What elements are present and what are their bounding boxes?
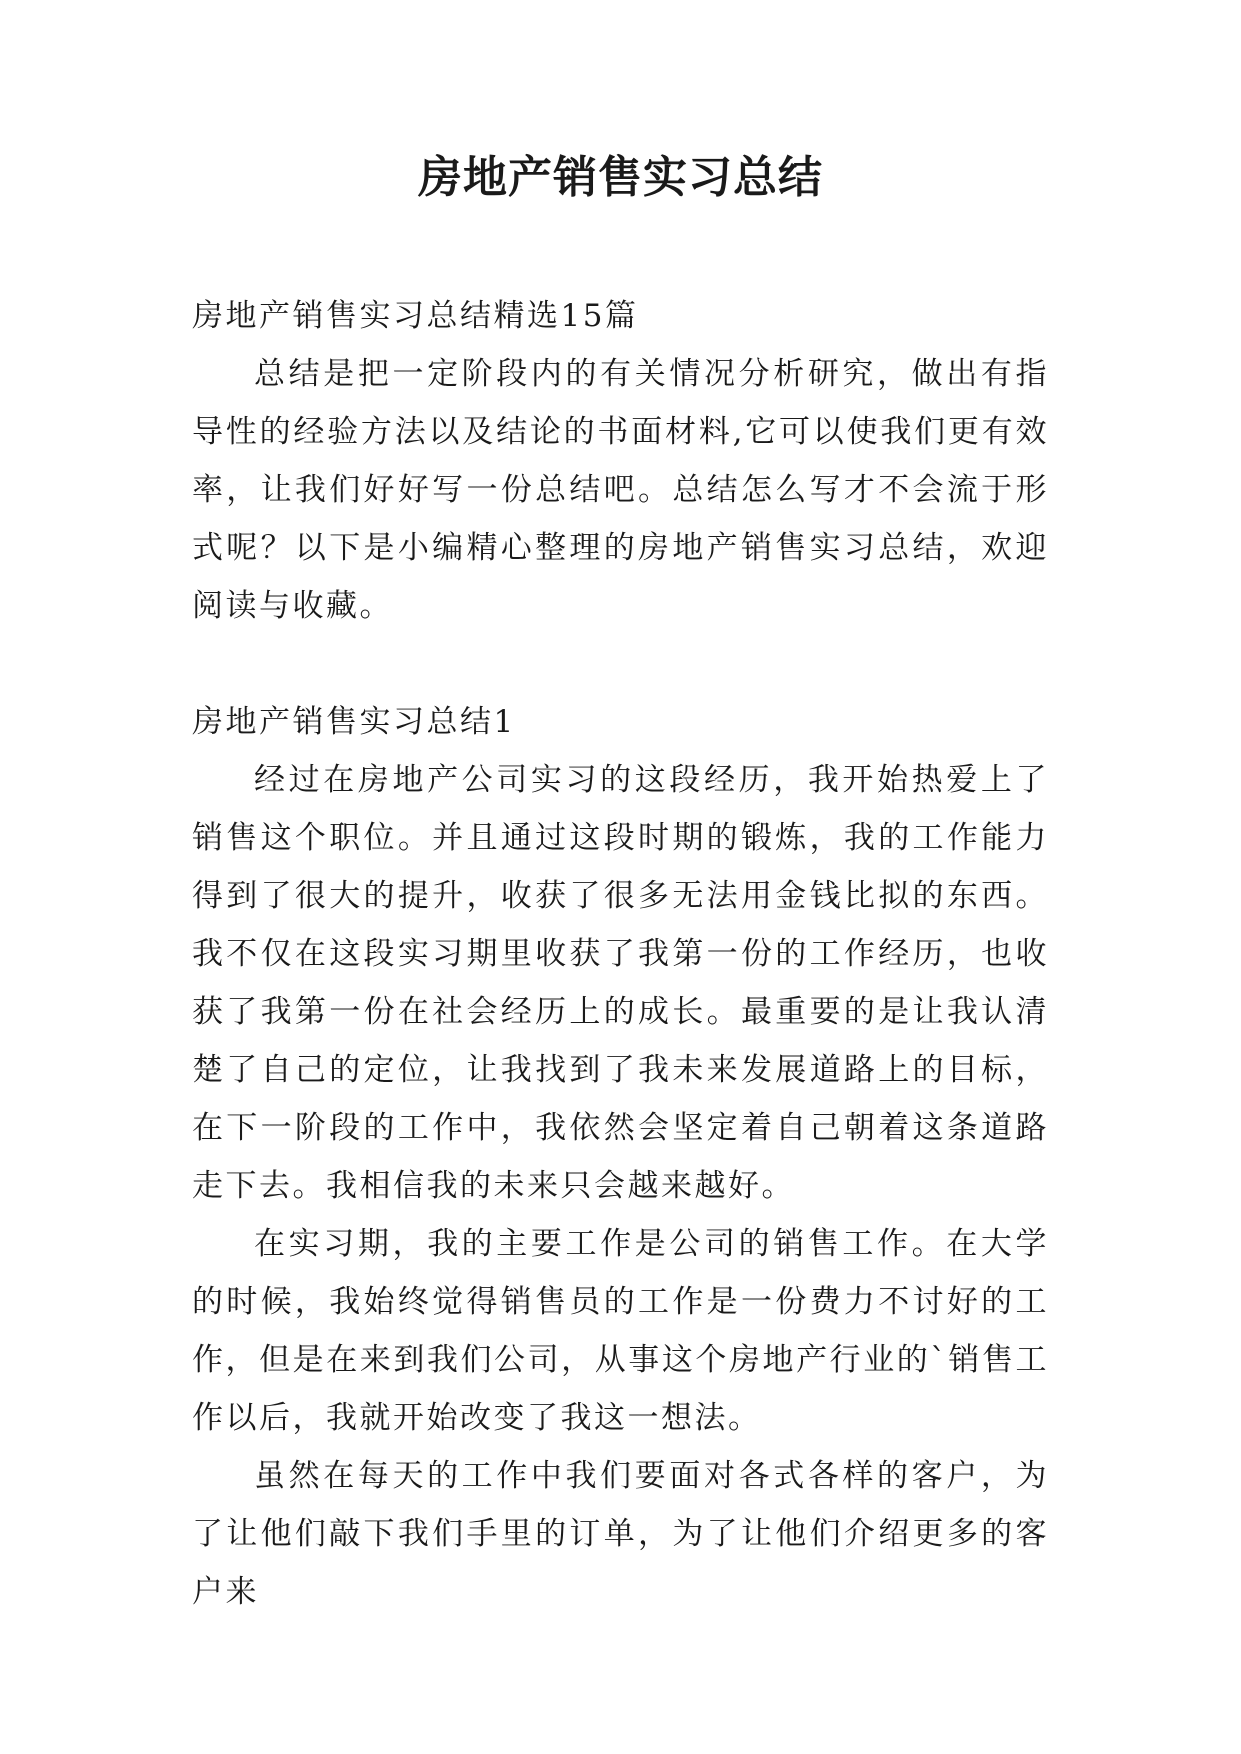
body-paragraph: 在实习期，我的主要工作是公司的销售工作。在大学的时候，我始终觉得销售员的工作是一份费力不讨好的工作，但是在来到我们公司，从事这个房地产行业的`销售工作以后，我就开始改变了我这一想法。 bbox=[192, 1226, 1049, 1436]
section-spacer bbox=[192, 635, 1049, 693]
section-heading: 房地产销售实习总结1 bbox=[192, 704, 516, 740]
intro-paragraph: 总结是把一定阶段内的有关情况分析研究，做出有指导性的经验方法以及结论的书面材料,它可以使我们更有效率，让我们好好写一份总结吧。总结怎么写才不会流于形式呢？以下是小编精心整理的房地产销售实习总结，欢迎阅读与收藏。 bbox=[192, 356, 1049, 624]
document-title: 房地产销售实习总结 bbox=[418, 152, 823, 203]
body-paragraph: 虽然在每天的工作中我们要面对各式各样的客户，为了让他们敲下我们手里的订单，为了让他们介绍更多的客户来 bbox=[192, 1458, 1049, 1610]
collection-subtitle: 房地产销售实习总结精选15篇 bbox=[192, 298, 639, 334]
document-body bbox=[192, 287, 1049, 1621]
body-paragraph: 经过在房地产公司实习的这段经历，我开始热爱上了销售这个职位。并且通过这段时期的锻炼，我的工作能力得到了很大的提升，收获了很多无法用金钱比拟的东西。我不仅在这段实习期里收获了我第一份的工作经历，也收获了我第一份在社会经历上的成长。最重要的是让我认清楚了自己的定位，让我找到了我未来发展道路上的目标，在下一阶段的工作中，我依然会坚定着自己朝着这条道路走下去。我相信我的未来只会越来越好。 bbox=[192, 762, 1049, 1204]
